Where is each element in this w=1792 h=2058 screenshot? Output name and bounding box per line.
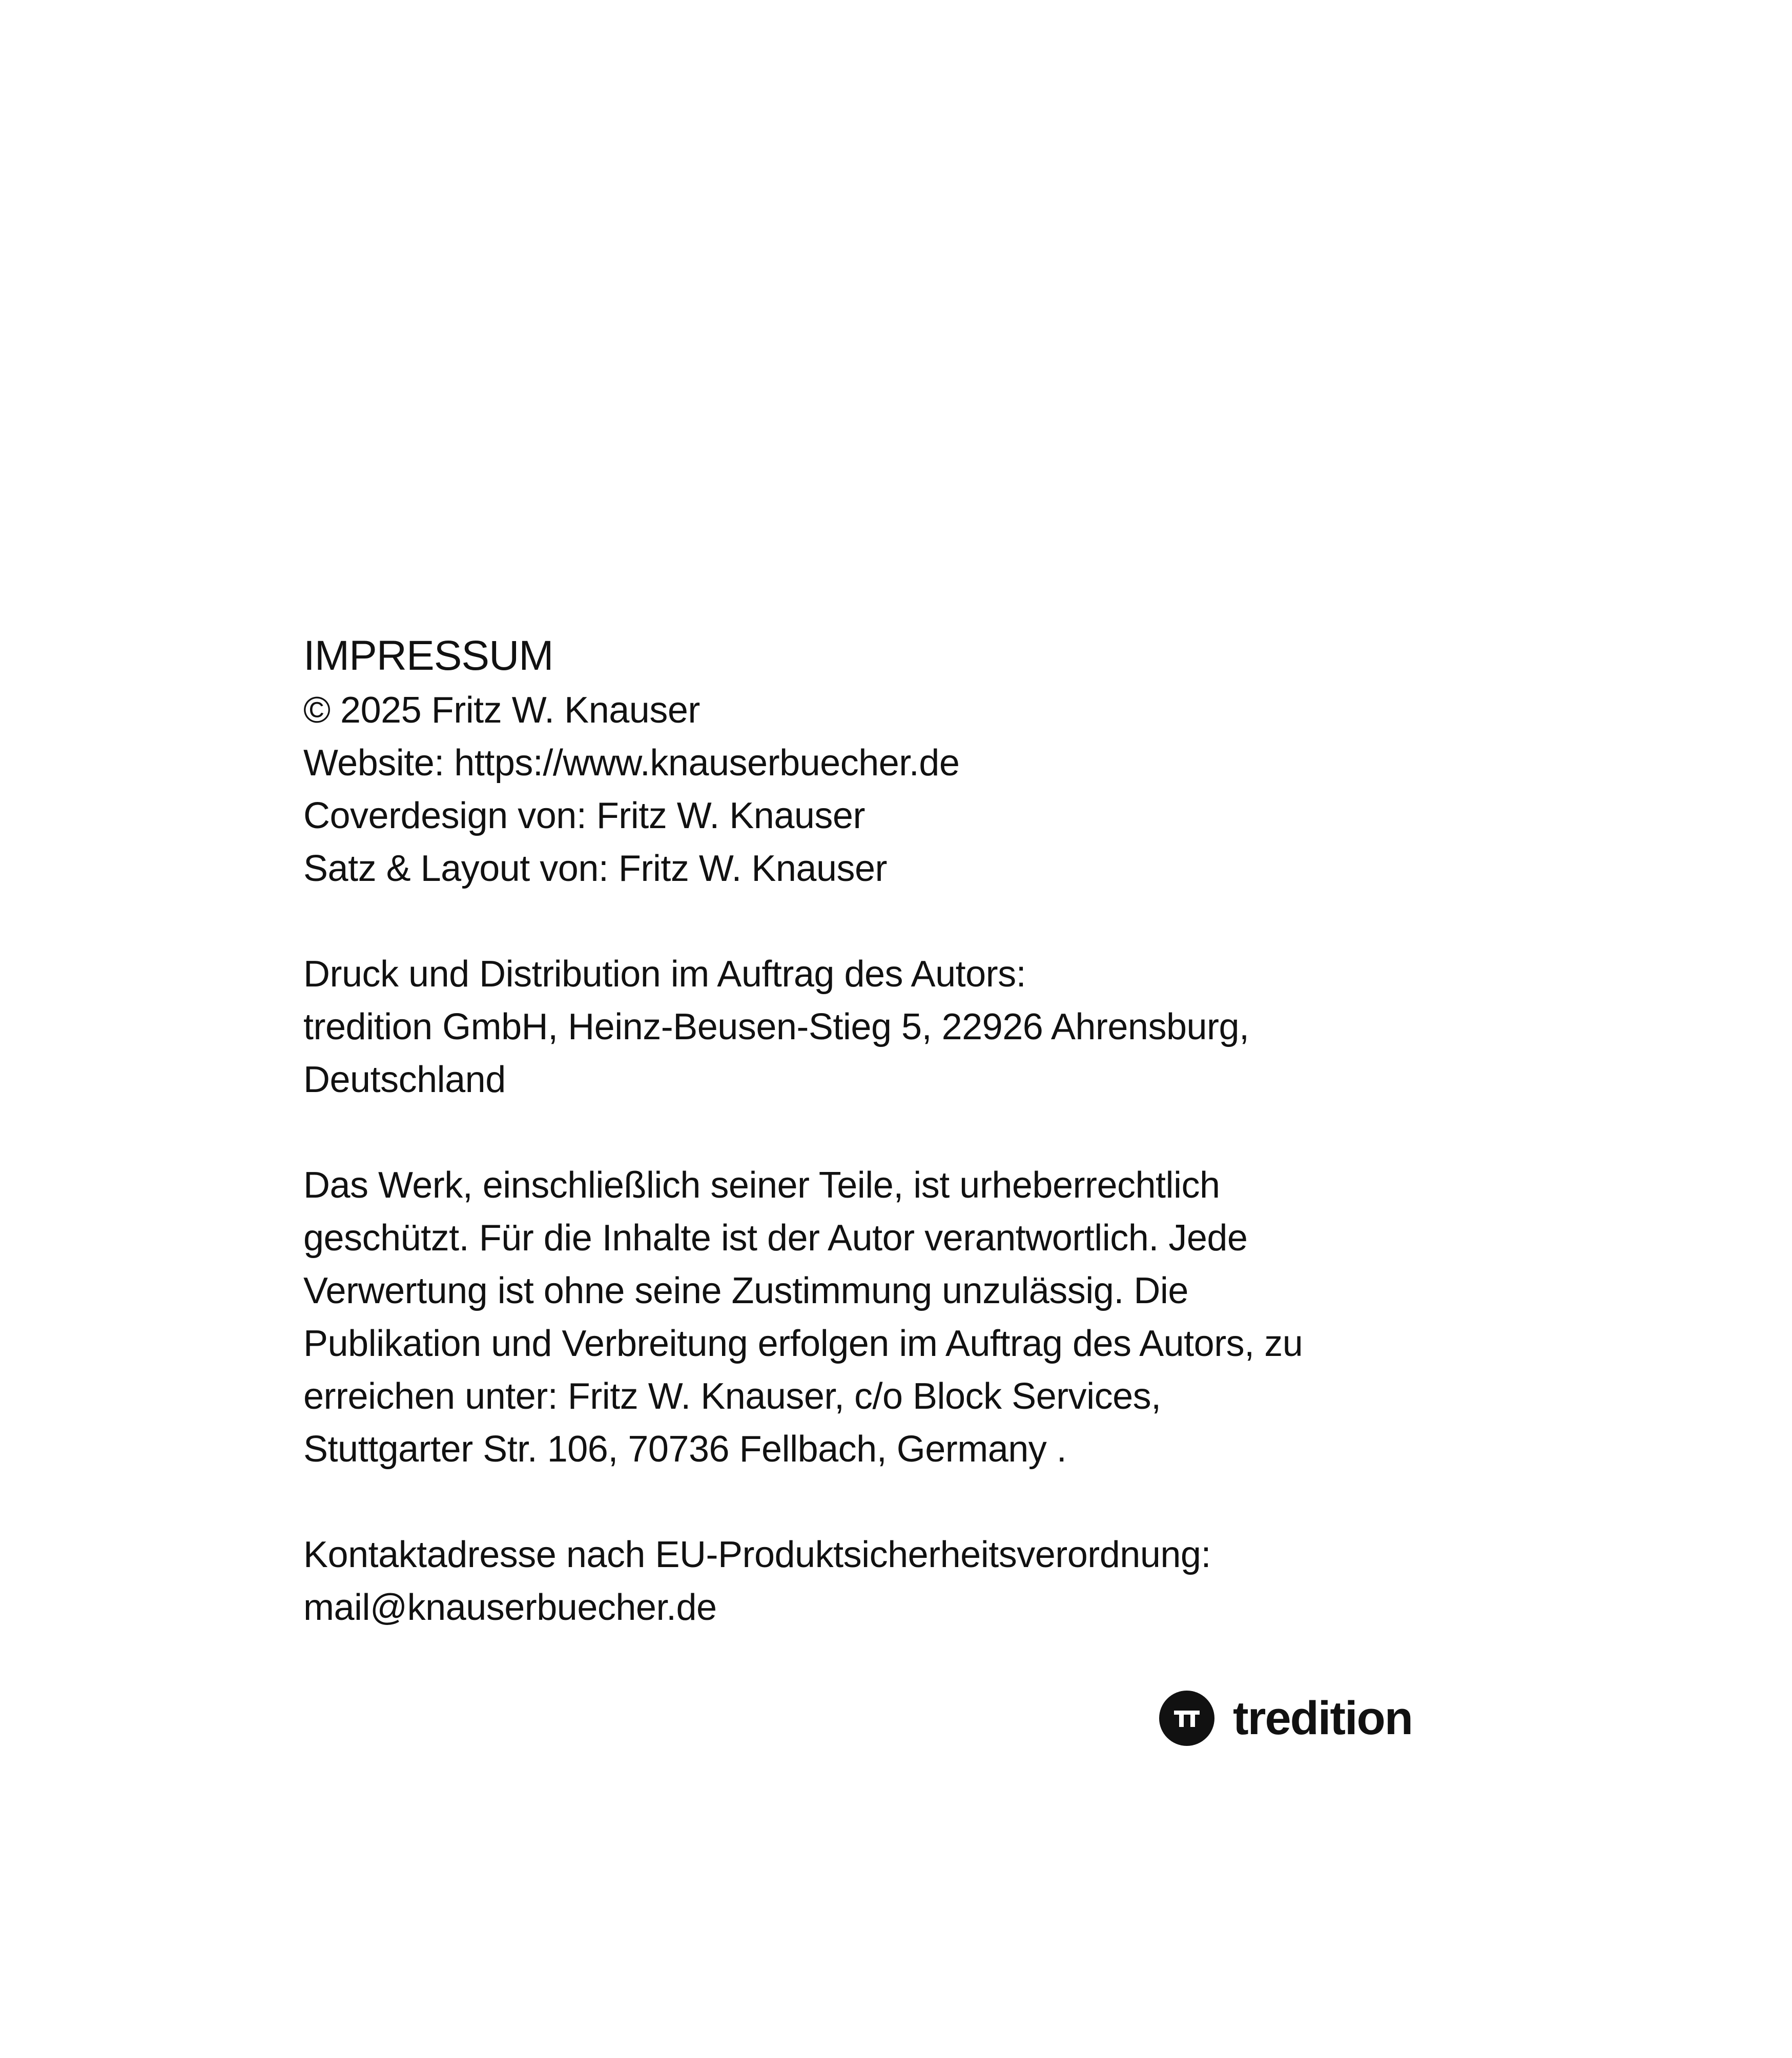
printing-block <box>303 948 1482 1106</box>
copyright-line: © 2025 Fritz W. Knauser <box>303 690 700 731</box>
printing-line: Druck und Distribution im Auftrag des Autors: <box>303 954 1026 995</box>
imprint-section <box>303 628 1482 1634</box>
rights-line: Verwertung ist ohne seine Zustimmung unzulässig. Die <box>303 1270 1188 1311</box>
contact-email: mail@knauserbuecher.de <box>303 1587 717 1628</box>
contact-line: Kontaktadresse nach EU-Produktsicherheitsverordnung: <box>303 1534 1211 1575</box>
rights-block <box>303 1159 1482 1476</box>
credits-block <box>303 684 1482 895</box>
rights-line: Publikation und Verbreitung erfolgen im Auftrag des Autors, zu <box>303 1323 1303 1364</box>
printing-line: tredition GmbH, Heinz-Beusen-Stieg 5, 22926 Ahrensburg, <box>303 1006 1249 1047</box>
imprint-heading: IMPRESSUM <box>303 632 553 679</box>
rights-line: Das Werk, einschließlich seiner Teile, ist urheberrechtlich <box>303 1165 1220 1206</box>
typesetting-line: Satz & Layout von: Fritz W. Knauser <box>303 848 887 889</box>
rights-line: geschützt. Für die Inhalte ist der Autor verantwortlich. Jede <box>303 1218 1248 1259</box>
rights-line: Stuttgarter Str. 106, 70736 Fellbach, Germany . <box>303 1429 1067 1470</box>
contact-block <box>303 1529 1482 1634</box>
printing-line: Deutschland <box>303 1059 506 1100</box>
website-line: Website: https://www.knauserbuecher.de <box>303 743 960 784</box>
rights-line: erreichen unter: Fritz W. Knauser, c/o Block Services, <box>303 1376 1161 1417</box>
tredition-logo <box>1159 1690 1412 1746</box>
cover-design-line: Coverdesign von: Fritz W. Knauser <box>303 795 865 836</box>
tredition-wordmark: tredition <box>1233 1692 1412 1744</box>
tredition-logo-icon <box>1159 1691 1214 1746</box>
